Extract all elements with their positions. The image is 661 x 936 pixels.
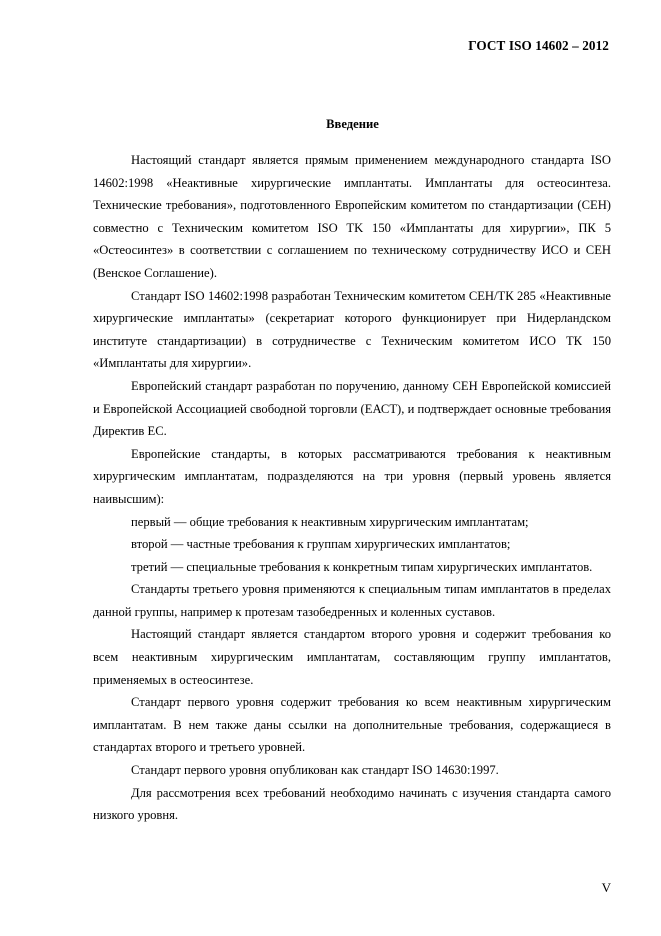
paragraph-origin: Стандарт ISO 14602:1998 разработан Техническим комитетом СЕН/ТК 285 «Неактивные хирургические имплантаты» (секретариат которого функционирует при Нидерландском институте стандартизации) в сотрудничестве с Техническим комитетом ИСО ТК 150 «Имплантаты для хирургии». [93, 288, 611, 371]
page-number: V [601, 880, 611, 895]
paragraph-first-level: Стандарт первого уровня содержит требования ко всем неактивным хирургическим имплантатам. В нем также даны ссылки на дополнительные требования, содержащиеся в стандартах второго и третьего уровней. [93, 695, 611, 755]
paragraph-second-level: Настоящий стандарт является стандартом второго уровня и содержит требования ко всем неактивным хирургическим имплантатам, составляющим группу имплантатов, применяемых в остеосинтезе. [93, 627, 611, 687]
list-item-level-two: второй — частные требования к группам хирургических имплантатов; [131, 537, 511, 552]
document-body [93, 149, 611, 827]
paragraph-intro: Настоящий стандарт является прямым применением международного стандарта ISO 14602:1998 «Неактивные хирургические имплантаты. Имплантаты для остеосинтеза. Технические требования», подготовленного Европейским комитетом по стандартизации (CEH) совместно с Техническим комитетом ISO TK 150 «Имплантаты для хирургии», ПК 5 «Остеосинтез» в соответствии с соглашением по техническому сотрудничеству ИСО и СЕН (Венское Соглашение). [93, 153, 611, 280]
section-title: Введение [326, 117, 379, 131]
paragraph-review: Для рассмотрения всех требований необходимо начинать с изучения стандарта самого низкого уровня. [93, 785, 611, 823]
paragraph-mandate: Европейский стандарт разработан по поручению, данному СЕН Европейской комиссией и Европейской Ассоциацией свободной торговли (ЕАСТ), и подтверждает основные требования Директив ЕС. [93, 378, 611, 439]
list-item-level-one: первый — общие требования к неактивным хирургическим имплантатам; [131, 514, 529, 529]
document-code-header: ГОСТ ISO 14602 – 2012 [468, 38, 609, 53]
paragraph-third-level: Стандарты третьего уровня применяются к специальным типам имплантатов в пределах данной группы, например к протезам тазобедренных и коленных суставов. [93, 582, 611, 619]
paragraph-published: Стандарт первого уровня опубликован как стандарт ISO 14630:1997. [131, 763, 499, 778]
list-item-level-three: третий — специальные требования к конкретным типам хирургических имплантатов. [131, 559, 593, 574]
paragraph-levels: Европейские стандарты, в которых рассматриваются требования к неактивным хирургическим имплантатам, подразделяются на три уровня (первый уровень является наивысшим): [93, 446, 611, 506]
